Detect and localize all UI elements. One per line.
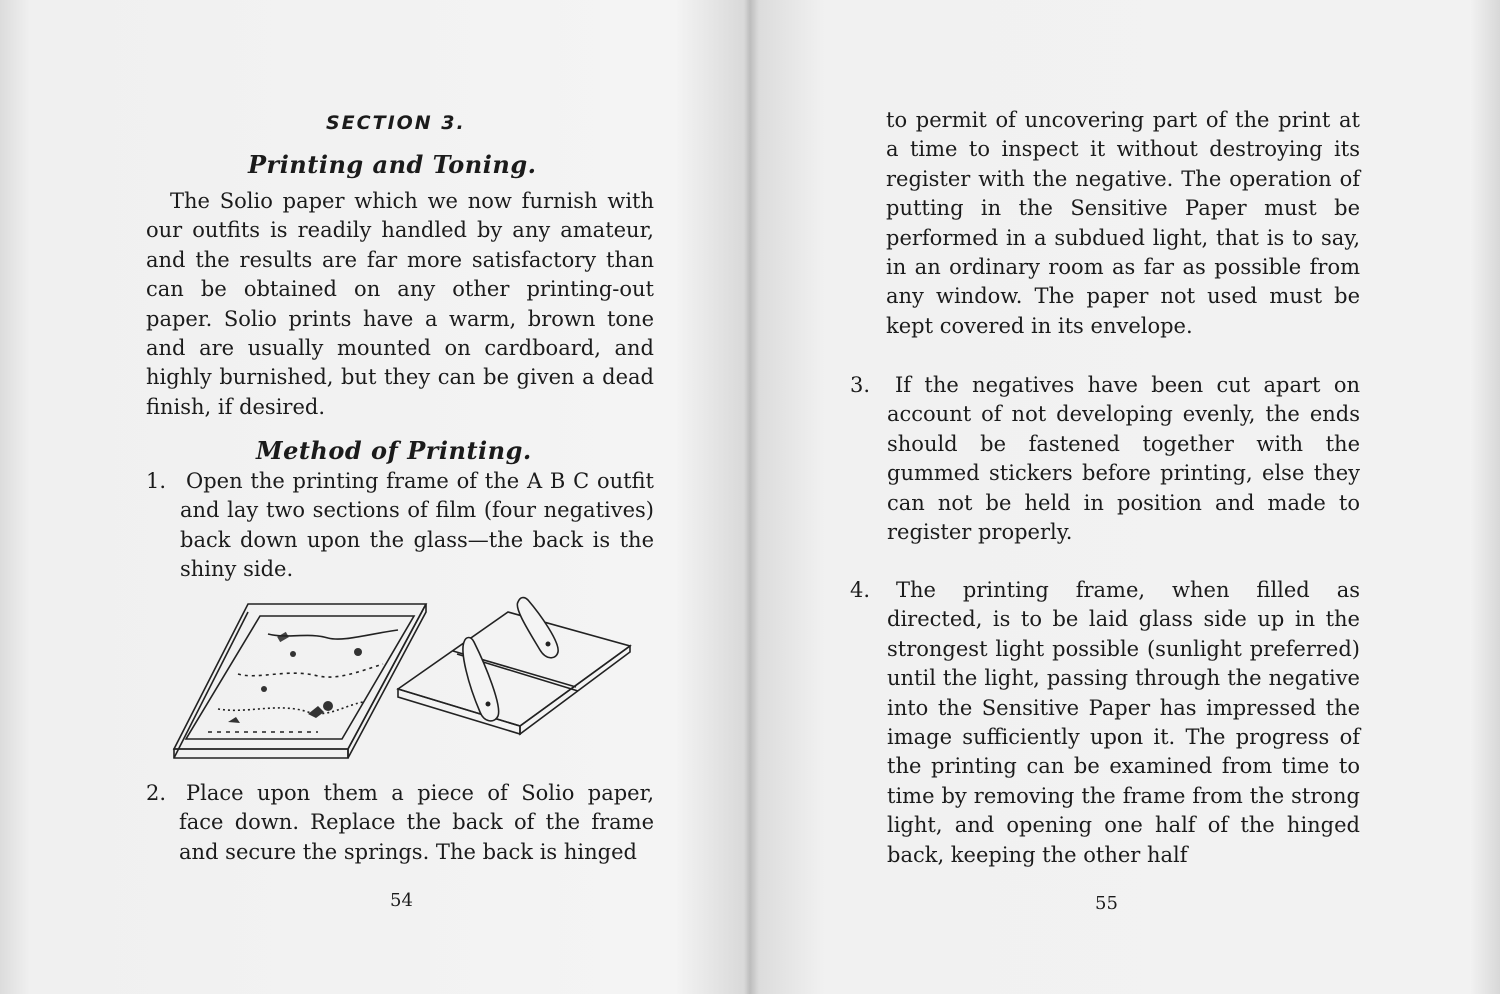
printing-frame-illustration <box>168 594 638 770</box>
intro-paragraph: The Solio paper which we now furnish with our outfits is readily handled by any amateur, and the results are far more satisfactory than can be obtained on any other printing-out paper. Solio prints have a warm, brown tone and are usually mounted on cardboard, and highly burnished, but they can be given a dead finish, if desired. <box>146 189 654 419</box>
left-page <box>0 0 748 994</box>
printing-frame-icon <box>174 604 426 758</box>
step-text: Open the printing frame of the A B C outfit and lay two sections of film (four negatives) back down upon the glass—the back is the shiny side. <box>180 469 654 582</box>
continuation-paragraph: to permit of uncovering part of the print at a time to inspect it without destroying its register with the negative. The operation of putting in the Sensitive Paper must be performed in a subdued light, that is to say, in an ordinary room as far as possible from any window. The paper not used must be kept covered in its envelope. <box>886 108 1360 338</box>
step-number: 2. <box>146 781 167 805</box>
hinged-back-with-springs-icon <box>398 598 630 734</box>
page-number: 54 <box>390 890 413 911</box>
page-number: 55 <box>1095 893 1118 914</box>
step-number: 3. <box>850 373 871 397</box>
section-heading: SECTION 3. <box>326 112 466 134</box>
step-number: 1. <box>146 469 167 493</box>
step-number: 4. <box>850 578 871 602</box>
step-text: If the negatives have been cut apart on account of not developing evenly, the ends should be fastened together with the gummed stickers before printing, else they can not be held in position and made to register properly. <box>887 373 1360 545</box>
page-title: Printing and Toning. <box>248 150 537 179</box>
right-page <box>752 0 1500 994</box>
method-heading: Method of Printing. <box>256 436 532 465</box>
step-text: The printing frame, when filled as directed, is to be laid glass side up in the strongest light possible (sunlight preferred) until the light, passing through the negative into the Sensitive Paper has impressed the image sufficiently upon it. The progress of the printing can be examined from time to time by removing the frame from the strong light, and opening one half of the hinged back, keeping the other half <box>887 578 1360 867</box>
step-text: Place upon them a piece of Solio paper, face down. Replace the back of the frame and secure the springs. The back is hinged <box>179 781 654 864</box>
